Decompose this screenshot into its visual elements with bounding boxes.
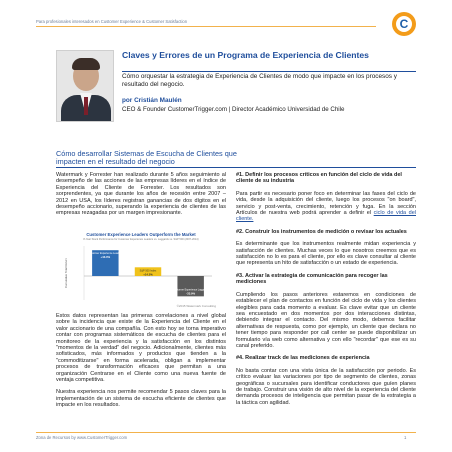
chart-category-label-1: Customer Experience Leaders	[88, 252, 123, 256]
left-paragraph-1: Watermark y Forrester han realizado durante 5 años seguimiento al desempeño de las acciones de las empresas líderes en el índice de Experiencia del Cliente de Forrester. Los resultados son sorprendentes, ya que durante los años de recesión entre 2007 – 2012 en USA, los líderes registran ganancias de dos dígitos en el desempeño accionario, superando la experiencia de clientes de las empresas rezagadas por un margen impresionante.	[56, 172, 226, 217]
article-header	[56, 50, 416, 140]
step-1-text	[236, 191, 416, 223]
chart-source: ©2015 Watermark Consulting	[176, 304, 216, 308]
header-tagline: Para profesionales interesados en Customer Experience & Customer Satisfaction	[36, 19, 188, 24]
step-3-text: Cumpliendo los pasos anteriores estaremos en condiciones de establecer el plan de contactos en función del ciclo de vida y los clientes elegibles para cada momento a evaluar. Es clave evitar que un cliente sea encuestado en dos momentos por dos interacciones distintas, debiendo integrar el contacto. Del mismo modo, debemos facilitar alternativas de respuesta, como por ejemplo, un cliente que declara no tener tiempo para responder por call center se puede disponibilizar un formulario vía web como alternativa y con ello "recordar" que ese es su canal preferido.	[236, 291, 416, 349]
chart-category-label-2: S&P 500 Index	[139, 269, 157, 273]
article-title: Claves y Errores de un Programa de Experiencia de Clientes	[122, 50, 369, 60]
left-column-bottom	[56, 313, 226, 415]
step-1-body: Para partir es necesario poner foco en determinar las fases del ciclo de vida, desde la adquisición del cliente, luego los procesos "on board", servicio y post-venta, crecimiento, retención y fuga. En la sección Artículos de nuestra web podrá aprender a definir el	[236, 190, 416, 217]
right-column	[236, 172, 416, 412]
chart-y-axis-label: Cumulative Total Return	[64, 258, 68, 288]
section-rule	[56, 167, 416, 168]
step-3-heading: #3. Activar la estrategia de comunicación para recoger las mediciones	[236, 272, 388, 286]
chart-value-label-2: +14.5%	[143, 272, 153, 277]
customertrigger-logo[interactable]	[392, 12, 416, 36]
step-2-text: Es determinante que los instrumentos realmente midan experiencia y satisfacción de clientes. Muchas veces lo que nosotros creemos que es satisfacción no lo es para el cliente, por ello es clave consultar al cliente que representa un hito de satisfacción o un estado de experiencia.	[236, 241, 416, 267]
section-title: Cómo desarrollar Sistemas de Escucha de Clientes que impacten en el resultado del negocio	[56, 149, 237, 166]
left-column-top	[56, 172, 226, 223]
step-1-heading: #1. Definir los procesos críticos en función del ciclo de vida del cliente de su industria	[236, 172, 402, 185]
chart-subtitle: 8-Year Stock Performance for Customer Experience Leaders vs. Laggards vs. S&P 500 (2007-2014)	[83, 238, 199, 241]
logo-ring	[396, 16, 412, 32]
footer-link[interactable]: Zona de Recursos by www.CustomerTrigger.com	[36, 435, 128, 440]
page-header	[36, 12, 416, 40]
left-paragraph-2: Estos datos representan las primeras correlaciones a nivel global sobre la incidencia que existe de la Experiencia del Cliente en el valor accionario de una compañía. Con esto hoy se torna imperativo contar con programas sistemáticos de escucha de clientes para el monitoreo de la experiencia y la satisfacción en los distintos "momentos de la verdad" del negocio. Adicionalmente, clientes más sofisticados, más informados y productos que tienden a la "commoditizarse" en forma acelerada, obligan a implementar procesos de transformación eficaces que permitan a una organización Centrarse en el Cliente como una nueva fuente de ventaja competitiva.	[56, 313, 226, 384]
chart-plot	[62, 242, 220, 304]
step-4-text: No basta contar con una vista única de la satisfacción por periodo. Es crítico evaluar las variaciones por tipo de segmento de clientes, zonas geográficas o sucursales para identificar conductores que guíen planes de trabajo. Construir una visión de alto nivel de la experiencia del cliente demanda procesos de inteligencia que permitan pasar de la estrategia a la táctica con agilidad.	[236, 367, 416, 406]
photo-tie	[84, 97, 88, 115]
chart-value-label-1: +43.0%	[100, 255, 111, 260]
title-rule	[122, 71, 416, 72]
lifecycle-link[interactable]: ciclo de vida del cliente.	[236, 210, 416, 223]
left-paragraph-3: Nuestra experiencia nos permite recomendar 5 pasos claves para la implementación de un sistema de escucha eficiente de clientes que impacte en los resultados.	[56, 389, 226, 409]
page-number: 1	[404, 435, 407, 440]
author-photo	[56, 50, 114, 122]
author-name: por Cristián Maulén	[122, 97, 182, 104]
article-subtitle: Cómo orquestar la estrategia de Experiencia de Clientes de modo que impacte en los procesos y resultado del negocio.	[122, 73, 397, 88]
step-2-heading: #2. Construir los instrumentos de medición o revisar los actuales	[236, 228, 407, 235]
photo-hair	[72, 58, 100, 70]
logo-letter: C	[399, 17, 409, 31]
chart-category-label-3: Customer Experience Laggards	[173, 288, 209, 292]
footer-rule	[36, 432, 416, 433]
author-role: CEO & Founder CustomerTrigger.com | Director Académico Universidad de Chile	[122, 106, 345, 113]
stock-performance-chart	[62, 232, 220, 310]
chart-value-label-3: -33.9%	[186, 291, 196, 296]
chart-title: Customer Experience Leaders Outperform the Market	[86, 232, 196, 237]
header-rule	[36, 26, 376, 27]
step-4-heading: #4. Realizar track de las mediciones de experiencia	[236, 355, 370, 362]
